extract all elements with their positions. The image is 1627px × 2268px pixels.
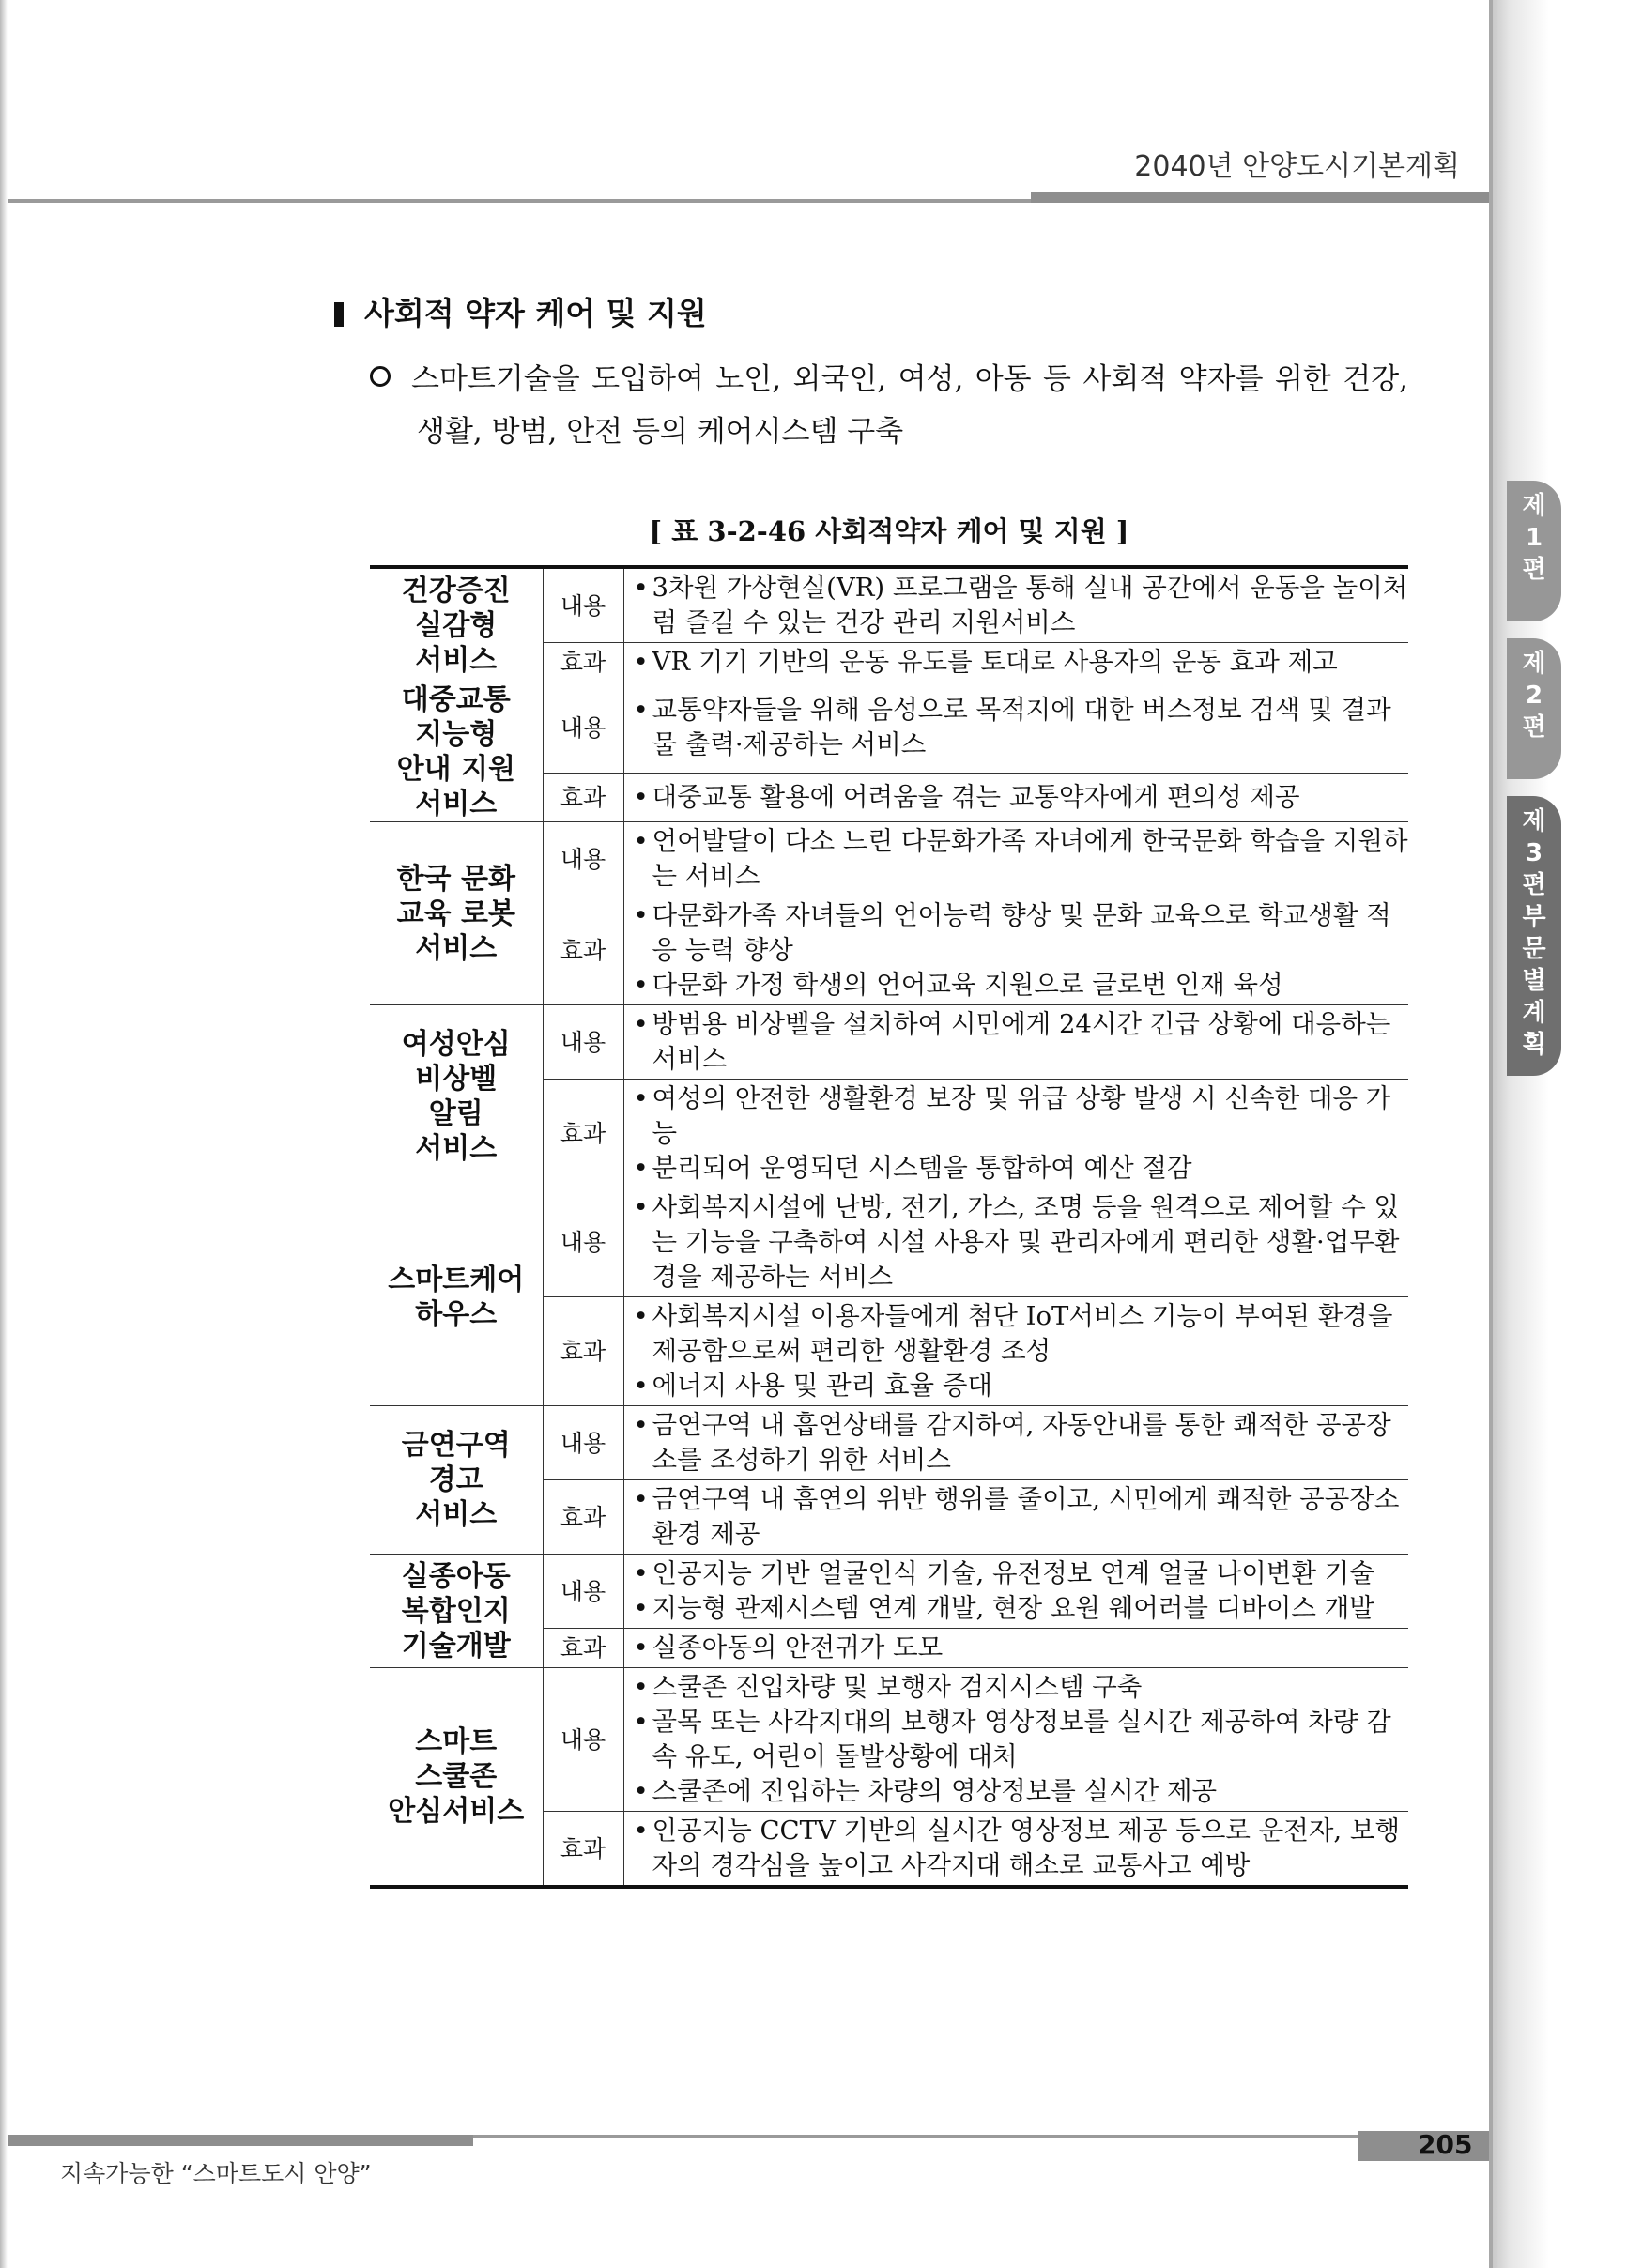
kind-content-label: 내용 xyxy=(543,1555,623,1629)
running-header: 2040년 안양도시기본계획 xyxy=(1134,150,1460,183)
service-name-line: 실감형 xyxy=(415,608,498,642)
service-name-line: 알림 xyxy=(428,1097,483,1130)
service-name-line: 하우스 xyxy=(415,1297,498,1331)
header-rule xyxy=(8,199,1038,203)
kind-content-label: 내용 xyxy=(543,567,623,643)
service-name-cell xyxy=(370,682,543,822)
bullet-item: • 교통약자들을 위해 음성으로 목적지에 대한 버스정보 검색 및 결과물 출력·제공하는 서비스 xyxy=(634,693,1409,762)
service-name-line: 한국 문화 xyxy=(396,862,515,896)
table-row xyxy=(370,1668,1408,1812)
service-name-line: 안내 지원 xyxy=(396,753,515,786)
service-name-line: 교육 로봇 xyxy=(396,896,515,930)
service-name-line: 금연구역 xyxy=(401,1429,511,1462)
table-row xyxy=(370,1406,1408,1480)
effect-cell xyxy=(623,896,1408,1005)
service-name-line: 복합인지 xyxy=(401,1594,511,1628)
bullet-item: • 여성의 안전한 생활환경 보장 및 위급 상황 발생 시 신속한 대응 가능 xyxy=(634,1081,1409,1151)
bullet-item: • 스쿨존에 진입하는 차량의 영상정보를 실시간 제공 xyxy=(634,1774,1409,1809)
page-binding-shadow xyxy=(1493,0,1627,2268)
bullet-item: • 스쿨존 진입차량 및 보행자 검지시스템 구축 xyxy=(634,1670,1409,1705)
running-footer: 지속가능한 “스마트도시 안양” xyxy=(60,2160,372,2187)
section-summary: 스마트기술을 도입하여 노인, 외국인, 여성, 아동 등 사회적 약자를 위한 건강, 생활, 방범, 안전 등의 케어시스템 구축 xyxy=(370,353,1408,458)
service-name-line: 경고 xyxy=(428,1463,483,1496)
service-name-line: 비상벨 xyxy=(415,1063,498,1096)
content-cell xyxy=(623,1555,1408,1629)
table-row xyxy=(370,1188,1408,1297)
square-bullet-icon xyxy=(334,302,344,327)
effect-cell xyxy=(623,1480,1408,1555)
service-name-line: 여성안심 xyxy=(401,1028,511,1061)
table-row xyxy=(370,1005,1408,1080)
effect-cell xyxy=(623,1297,1408,1406)
service-name-cell xyxy=(370,1005,543,1188)
kind-effect-label: 효과 xyxy=(543,1080,623,1188)
page-left-edge xyxy=(0,0,8,2268)
content-cell xyxy=(623,1406,1408,1480)
content-cell xyxy=(623,1668,1408,1812)
effect-cell xyxy=(623,774,1408,822)
bullet-item: • 방범용 비상벨을 설치하여 시민에게 24시간 긴급 상황에 대응하는 서비스 xyxy=(634,1007,1409,1077)
side-tab-part-2[interactable]: 제 2 편 xyxy=(1507,638,1561,779)
bullet-item: • 사회복지시설에 난방, 전기, 가스, 조명 등을 원격으로 제어할 수 있는 기능을 구축하여 시설 사용자 및 관리자에게 편리한 생활·업무환경을 제공하는 서비스 xyxy=(634,1190,1409,1295)
circle-bullet-icon xyxy=(370,366,391,387)
kind-content-label: 내용 xyxy=(543,1188,623,1297)
bullet-item: • 금연구역 내 흡연의 위반 행위를 줄이고, 시민에게 쾌적한 공공장소 환경 제공 xyxy=(634,1482,1409,1552)
effect-cell xyxy=(623,643,1408,682)
bullet-item: • 대중교통 활용에 어려움을 겪는 교통약자에게 편의성 제공 xyxy=(634,780,1409,815)
service-name-cell xyxy=(370,822,543,1005)
bullet-item: • 언어발달이 다소 느린 다문화가족 자녀에게 한국문화 학습을 지원하는 서비스 xyxy=(634,824,1409,894)
service-name-line: 지능형 xyxy=(415,718,498,751)
bullet-item: • 지능형 관제시스템 연계 개발, 현장 요원 웨어러블 디바이스 개발 xyxy=(634,1591,1409,1626)
service-name-line: 안심서비스 xyxy=(388,1795,525,1828)
service-name-line: 서비스 xyxy=(415,643,498,677)
kind-effect-label: 효과 xyxy=(543,1629,623,1668)
bullet-item: • VR 기기 기반의 운동 유도를 토대로 사용자의 운동 효과 제고 xyxy=(634,645,1409,680)
table-row xyxy=(370,567,1408,643)
content-cell xyxy=(623,822,1408,896)
content-cell xyxy=(623,682,1408,774)
service-name-line: 서비스 xyxy=(415,1132,498,1165)
service-name-cell xyxy=(370,1406,543,1555)
bullet-item: • 골목 또는 사각지대의 보행자 영상정보를 실시간 제공하여 차량 감속 유도, 어린이 돌발상황에 대처 xyxy=(634,1705,1409,1774)
side-tab-part-3[interactable]: 제 3 편 부 문 별 계 획 xyxy=(1507,796,1561,1076)
section-heading: 사회적 약자 케어 및 지원 xyxy=(334,289,707,333)
bullet-item: • 다문화가족 자녀들의 언어능력 향상 및 문화 교육으로 학교생활 적응 능력 향상 xyxy=(634,898,1409,968)
service-name-line: 실종아동 xyxy=(401,1559,511,1593)
kind-effect-label: 효과 xyxy=(543,1812,623,1888)
page-edge xyxy=(1489,0,1493,2268)
effect-cell xyxy=(623,1812,1408,1888)
kind-content-label: 내용 xyxy=(543,1668,623,1812)
service-name-cell xyxy=(370,1668,543,1888)
footer-rule-accent xyxy=(8,2135,473,2146)
kind-content-label: 내용 xyxy=(543,1406,623,1480)
kind-content-label: 내용 xyxy=(543,822,623,896)
content-cell xyxy=(623,1005,1408,1080)
bullet-item: • 인공지능 기반 얼굴인식 기술, 유전정보 연계 얼굴 나이변환 기술 xyxy=(634,1556,1409,1591)
bullet-item: • 실종아동의 안전귀가 도모 xyxy=(634,1631,1409,1665)
effect-cell xyxy=(623,1080,1408,1188)
service-name-line: 서비스 xyxy=(415,931,498,965)
kind-effect-label: 효과 xyxy=(543,896,623,1005)
bullet-item: • 금연구역 내 흡연상태를 감지하여, 자동안내를 통한 쾌적한 공공장소를 조성하기 위한 서비스 xyxy=(634,1408,1409,1478)
table-row xyxy=(370,682,1408,774)
bullet-item: • 분리되어 운영되던 시스템을 통합하여 예산 절감 xyxy=(634,1151,1409,1186)
table-caption: [ 표 3-2-46 사회적약자 케어 및 지원 ] xyxy=(649,515,1129,547)
kind-content-label: 내용 xyxy=(543,1005,623,1080)
effect-cell xyxy=(623,1629,1408,1668)
bullet-item: • 인공지능 CCTV 기반의 실시간 영상정보 제공 등으로 운전자, 보행자의 경각심을 높이고 사각지대 해소로 교통사고 예방 xyxy=(634,1814,1409,1883)
bullet-item: • 에너지 사용 및 관리 효율 증대 xyxy=(634,1369,1409,1403)
service-name-line: 서비스 xyxy=(415,1498,498,1531)
bullet-item: • 사회복지시설 이용자들에게 첨단 IoT서비스 기능이 부여된 환경을 제공함으로써 편리한 생활환경 조성 xyxy=(634,1299,1409,1369)
page-number: 205 xyxy=(1418,2129,1473,2160)
content-cell xyxy=(623,567,1408,643)
content-cell xyxy=(623,1188,1408,1297)
table-row xyxy=(370,822,1408,896)
service-name-line: 스마트 xyxy=(415,1725,498,1758)
kind-effect-label: 효과 xyxy=(543,643,623,682)
service-name-line: 스마트케어 xyxy=(388,1263,525,1296)
header-rule-accent xyxy=(1031,192,1489,203)
service-name-cell xyxy=(370,567,543,682)
service-name-cell xyxy=(370,1555,543,1668)
service-name-cell xyxy=(370,1188,543,1406)
kind-effect-label: 효과 xyxy=(543,1480,623,1555)
service-name-line: 건강증진 xyxy=(401,574,511,607)
service-name-line: 대중교통 xyxy=(401,683,511,716)
kind-content-label: 내용 xyxy=(543,682,623,774)
kind-effect-label: 효과 xyxy=(543,1297,623,1406)
care-table xyxy=(370,565,1408,1889)
bullet-item: • 다문화 가정 학생의 언어교육 지원으로 글로번 인재 육성 xyxy=(634,968,1409,1003)
bullet-item: • 3차원 가상현실(VR) 프로그램을 통해 실내 공간에서 운동을 놀이처럼 즐길 수 있는 건강 관리 지원서비스 xyxy=(634,571,1409,640)
table-row xyxy=(370,1555,1408,1629)
service-name-line: 스쿨존 xyxy=(415,1760,498,1793)
side-tab-part-1[interactable]: 제 1 편 xyxy=(1507,481,1561,621)
kind-effect-label: 효과 xyxy=(543,774,623,822)
service-name-line: 기술개발 xyxy=(401,1629,511,1663)
service-name-line: 서비스 xyxy=(415,788,498,820)
